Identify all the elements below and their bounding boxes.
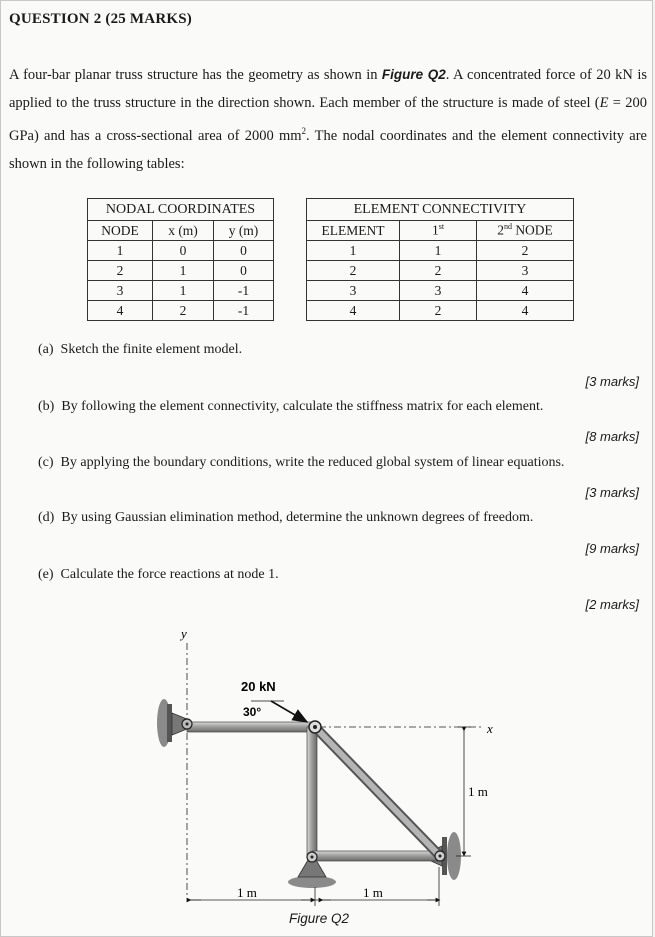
nodal-header-node: NODE [88,221,153,241]
truss-members [187,722,442,861]
question-e: (e) Calculate the force reactions at node 1. [38,567,279,582]
table-row [307,281,574,301]
table-cell: -1 [214,281,274,301]
marks-a: [3 marks] [585,374,639,389]
conn-header-element: ELEMENT [307,221,400,241]
nodal-header-x: x (m) [153,221,214,241]
table-cell: 3 [477,261,574,281]
table-cell: 3 [400,281,477,301]
table-cell: 0 [214,241,274,261]
conn-header-second-node: 2nd NODE [477,221,574,241]
table-cell: 4 [477,281,574,301]
nodal-header-y: y (m) [214,221,274,241]
table-cell: 2 [477,241,574,261]
element-connectivity-table [306,198,574,321]
x-axis [319,721,493,736]
area-exponent: 2 [301,126,307,136]
angle-label: 30° [243,705,262,719]
table-row [88,261,274,281]
table-cell: 3 [307,281,400,301]
nodal-table-title: NODAL COORDINATES [88,199,274,221]
member-3-4 [312,851,442,861]
table-cell: 1 [153,261,214,281]
figure-caption: Figure Q2 [289,911,350,926]
question-heading: QUESTION 2 (25 MARKS) [9,11,192,27]
question-d: (d) By using Gaussian elimination method, determine the unknown degrees of freedom. [38,510,534,525]
table-cell: 0 [153,241,214,261]
force-label: 20 kN [241,679,276,694]
question-a: (a) Sketch the finite element model. [38,342,243,357]
marks-e: [2 marks] [585,597,639,612]
table-row [88,301,274,321]
applied-force [241,679,307,722]
y-axis [179,626,187,896]
intro-text-4: . The nodal coordinates and the element connectivity are shown in the following tables: [9,127,647,172]
member-1-2 [187,722,315,732]
dim-left-label: 1 m [237,885,257,900]
table-cell: 0 [214,261,274,281]
table-row [307,301,574,321]
force-arrow-icon [271,701,307,722]
figure-reference: Figure Q2 [381,67,446,82]
table-cell: 1 [400,241,477,261]
truss-figure [141,621,493,911]
table-row [307,241,574,261]
question-b: (b) By following the element connectivity, calculate the stiffness matrix for each element. [38,399,544,414]
table-cell: 4 [307,301,400,321]
table-cell: 1 [153,281,214,301]
table-cell: 1 [88,241,153,261]
question-c: (c) By applying the boundary conditions, write the reduced global system of linear equations. [38,455,565,470]
marks-d: [9 marks] [585,541,639,556]
vertical-dimension [456,727,488,856]
member-2-3 [307,727,317,857]
connectivity-table-title: ELEMENT CONNECTIVITY [307,199,574,221]
table-cell: -1 [214,301,274,321]
table-cell: 2 [153,301,214,321]
dim-vertical-label: 1 m [468,784,488,799]
dim-right-label: 1 m [363,885,383,900]
conn-header-first-node: 1st [400,221,477,241]
table-row [88,241,274,261]
table-cell: 2 [400,261,477,281]
table-cell: 4 [477,301,574,321]
intro-text-2: . A concentrated force of 20 kN is applied to the truss structure in the direction shown. Each member of the structure is made of steel ( [9,67,647,111]
table-cell: 2 [88,261,153,281]
table-cell: 3 [88,281,153,301]
table-row [307,261,574,281]
table-cell: 1 [307,241,400,261]
nodal-coordinates-table [87,198,274,321]
intro-text-1: A four-bar planar truss structure has the geometry as shown in [9,67,382,83]
x-axis-label: x [487,721,493,736]
marks-b: [8 marks] [585,429,639,444]
intro-text-3: = 200 GPa) and has a cross-sectional area of 2000 mm [9,95,647,144]
y-axis-label: y [181,626,187,641]
modulus-symbol: E [599,95,609,111]
marks-c: [3 marks] [585,485,639,500]
table-cell: 2 [307,261,400,281]
table-row [88,281,274,301]
table-cell: 4 [88,301,153,321]
problem-statement [9,61,647,178]
table-cell: 2 [400,301,477,321]
